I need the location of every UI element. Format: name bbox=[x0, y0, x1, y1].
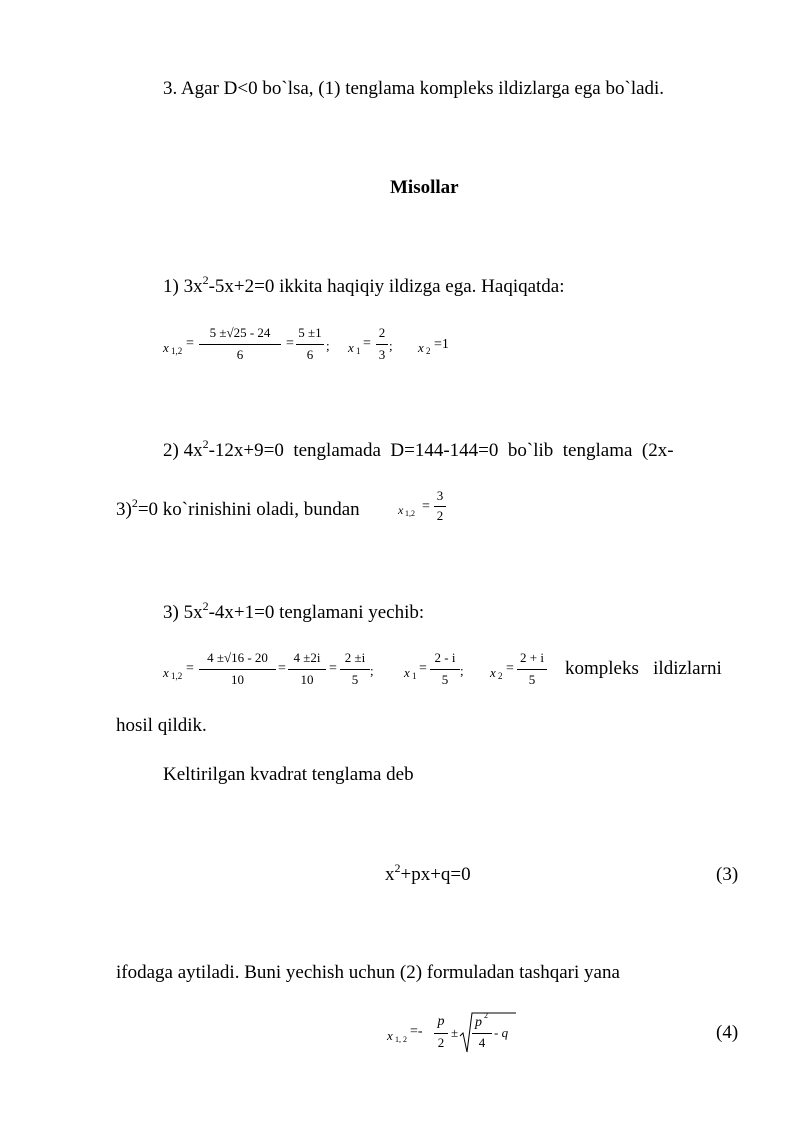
equals-one: =1 bbox=[434, 337, 449, 352]
var-x: x bbox=[404, 665, 410, 680]
example-3-tail: kompleks ildizlarni bbox=[565, 658, 722, 679]
example-3-text bbox=[163, 599, 425, 624]
fraction-denominator: 2 bbox=[436, 508, 444, 523]
exponent: 2 bbox=[484, 1011, 488, 1020]
fraction-bar bbox=[376, 344, 388, 345]
fraction-bar bbox=[340, 669, 370, 670]
fraction-denominator: 10 bbox=[231, 672, 244, 687]
subscript: 1 bbox=[356, 346, 361, 356]
subscript: 1, 2 bbox=[395, 1035, 407, 1044]
exponent: 2 bbox=[202, 599, 209, 613]
fraction-denominator: 5 bbox=[441, 672, 449, 687]
equals: = bbox=[419, 661, 427, 676]
fraction-denominator: 5 bbox=[351, 672, 359, 687]
separator: ; bbox=[326, 338, 330, 353]
text: x bbox=[385, 864, 395, 885]
fraction-numerator: 2 bbox=[378, 325, 386, 340]
text-line-condition: 3. Agar D<0 bo`lsa, (1) tenglama kompleks ildizlarga ega bo`ladi. bbox=[163, 78, 665, 99]
example-1-prefix: 1) 3x bbox=[163, 276, 203, 297]
fraction-numerator: 4 ±2i bbox=[293, 650, 321, 665]
fraction-bar bbox=[288, 669, 326, 670]
equals: = bbox=[286, 336, 294, 351]
fraction-denominator: 4 bbox=[478, 1035, 486, 1050]
equals-minus: =- bbox=[410, 1024, 423, 1039]
fraction-denominator: 5 bbox=[528, 672, 536, 687]
fraction-bar bbox=[199, 344, 281, 345]
subscript: 1,2 bbox=[171, 346, 183, 356]
section-heading: Misollar bbox=[390, 177, 459, 198]
equals: = bbox=[506, 661, 514, 676]
exponent: 2 bbox=[202, 273, 209, 287]
fraction-numerator: p bbox=[437, 1014, 445, 1029]
text: 3) bbox=[116, 499, 132, 520]
fraction-numerator: 5 ±√25 - 24 bbox=[209, 325, 271, 340]
text: +px+q=0 bbox=[400, 864, 471, 885]
separator: ; bbox=[460, 663, 464, 678]
subscript: 2 bbox=[498, 671, 503, 681]
fraction-bar bbox=[472, 1033, 492, 1034]
example-1-text bbox=[163, 273, 565, 298]
example-3-rest: -4x+1=0 tenglamani yechib: bbox=[208, 602, 425, 623]
paragraph-definition: Keltirilgan kvadrat tenglama deb bbox=[163, 764, 414, 785]
exponent: 2 bbox=[394, 861, 401, 875]
equals: = bbox=[186, 661, 194, 676]
plus-minus: ± bbox=[451, 1025, 459, 1040]
fraction-numerator: 5 ±1 bbox=[298, 325, 322, 340]
equals: = bbox=[329, 661, 337, 676]
separator: ; bbox=[389, 338, 393, 353]
var-p: p bbox=[475, 1015, 482, 1030]
var-x: x bbox=[418, 340, 424, 355]
paragraph-formula-intro: ifodaga aytiladi. Buni yechish uchun (2) formuladan tashqari yana bbox=[116, 962, 620, 983]
equation-3 bbox=[385, 861, 471, 886]
example-2-prefix: 2) 4x bbox=[163, 440, 203, 461]
var-x: x bbox=[163, 340, 169, 355]
text: =0 ko`rinishini oladi, bundan bbox=[137, 499, 360, 520]
fraction-bar bbox=[434, 506, 446, 507]
subscript: 2 bbox=[426, 346, 431, 356]
fraction-numerator: 4 ±√16 - 20 bbox=[207, 650, 268, 665]
var-x: x bbox=[163, 665, 169, 680]
var-x: x bbox=[348, 340, 354, 355]
example-2-text bbox=[163, 437, 674, 462]
fraction-denominator: 2 bbox=[437, 1035, 445, 1050]
subscript: 1 bbox=[412, 671, 417, 681]
example-1-rest: -5x+2=0 ikkita haqiqiy ildizga ega. Haqiqatda: bbox=[208, 276, 565, 297]
equals: = bbox=[363, 336, 371, 351]
equation-number-3: (3) bbox=[716, 864, 739, 885]
fraction-denominator: 10 bbox=[300, 672, 314, 687]
fraction-denominator: 3 bbox=[378, 347, 386, 362]
fraction-bar bbox=[430, 669, 460, 670]
var-x: x bbox=[398, 503, 404, 517]
minus-q: - q bbox=[494, 1025, 509, 1040]
fraction-bar bbox=[296, 344, 324, 345]
exponent: 2 bbox=[202, 437, 209, 451]
fraction-bar bbox=[199, 669, 276, 670]
equation-number-4: (4) bbox=[716, 1022, 739, 1043]
subscript: 1,2 bbox=[405, 509, 415, 518]
fraction-numerator: 2 - i bbox=[434, 650, 456, 665]
fraction-bar bbox=[517, 669, 547, 670]
fraction-denominator: 6 bbox=[236, 347, 244, 362]
equals: = bbox=[278, 661, 286, 676]
example-3-prefix: 3) 5x bbox=[163, 602, 203, 623]
fraction-numerator: 3 bbox=[436, 488, 444, 503]
exponent: 2 bbox=[131, 496, 138, 510]
equals: = bbox=[186, 336, 194, 351]
fraction-denominator: 6 bbox=[306, 347, 314, 362]
separator: ; bbox=[370, 663, 374, 678]
example-2-line2 bbox=[116, 496, 360, 521]
equals: = bbox=[422, 499, 430, 514]
var-x: x bbox=[387, 1028, 393, 1043]
example-3-line2: hosil qildik. bbox=[116, 715, 207, 736]
var-x: x bbox=[490, 665, 496, 680]
fraction-bar bbox=[434, 1033, 448, 1034]
fraction-numerator: 2 ±i bbox=[344, 650, 366, 665]
subscript: 1,2 bbox=[171, 671, 183, 681]
fraction-numerator: 2 + i bbox=[520, 650, 544, 665]
example-2-rest: -12x+9=0 tenglamada D=144-144=0 bo`lib tenglama (2x- bbox=[208, 440, 674, 461]
